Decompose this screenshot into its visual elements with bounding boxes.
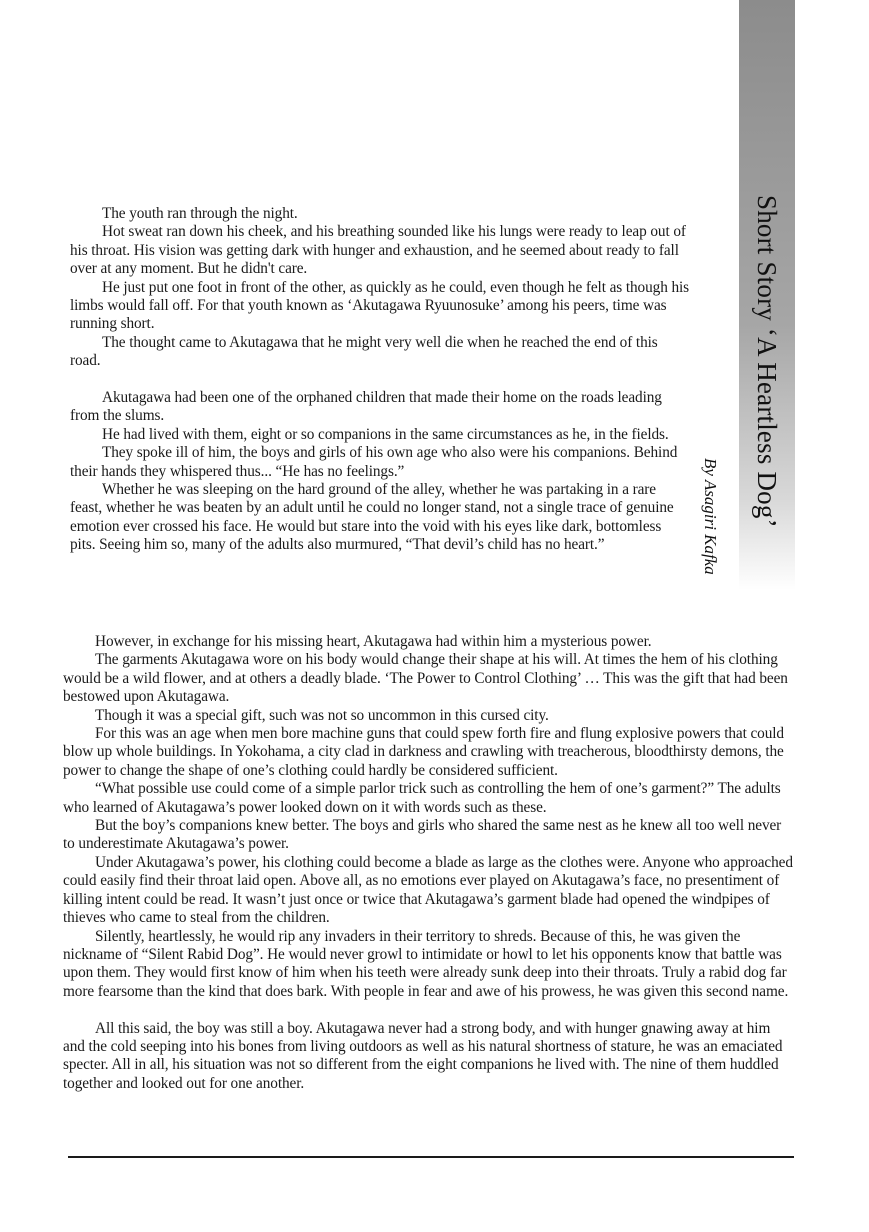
paragraph: Hot sweat ran down his cheek, and his breathing sounded like his lungs were ready to leap out of his throat. His vision was getting dark with hunger and exhaustion, and he seemed about ready to fall over at any moment. But he didn't care.	[70, 223, 686, 278]
paragraph: Akutagawa had been one of the orphaned children that made their home on the roads leading from the slums.	[70, 389, 662, 425]
paragraph: The garments Akutagawa wore on his body would change their shape at his will. At times the hem of his clothing would be a wild flower, and at others a deadly blade. ‘The Power to Control Clothing’ … This was the gift that had been bestowed upon Akutagawa.	[63, 651, 788, 706]
paragraph-gap	[70, 371, 690, 389]
paragraph: Whether he was sleeping on the hard ground of the alley, whether he was partaking in a rare feast, whether he was beaten by an adult until he could no longer stand, not a single trace of genuine emotion ever crossed his face. He would but stare into the void with his eyes like dark, bottomless pits. Seeing him so, many of the adults also murmured, “That devil’s child has no heart.”	[70, 481, 674, 554]
paragraph: The thought came to Akutagawa that he might very well die when he reached the end of this road.	[70, 333, 658, 370]
paragraph: But the boy’s companions knew better. The boys and girls who shared the same nest as he knew all too well never to underestimate Akutagawa’s power.	[63, 817, 782, 853]
paragraph: All this said, the boy was still a boy. Akutagawa never had a strong body, and with hunger gnawing away at him and the cold seeping into his bones from living outdoors as well as his natural shortness of stature, he was an emaciated specter. All in all, his situation was not so different from the eight companions he lived with. The nine of them huddled together and looked out for one another.	[63, 1019, 783, 1092]
paragraph: They spoke ill of him, the boys and girls of his own age who also were his companions. Behind their hands they whispered thus... “He has no feelings.”	[70, 444, 678, 480]
story-title: Short Story ‘A Heartless Dog’	[752, 195, 782, 528]
paragraph: The youth ran through the night.	[102, 205, 298, 222]
paragraph: However, in exchange for his missing heart, Akutagawa had within him a mysterious power.	[95, 633, 652, 650]
bottom-rule	[68, 1156, 794, 1158]
paragraph: For this was an age when men bore machine guns that could spew forth fire and flung explosive powers that could blow up whole buildings. In Yokohama, a city clad in darkness and crawling with treacherous, bloodthirsty demons, the power to change the shape of one’s clothing could hardly be considered sufficient.	[63, 725, 784, 779]
paragraph: Under Akutagawa’s power, his clothing could become a blade as large as the clothes were. Anyone who approached could easily find their throat laid open. Above all, as no emotions ever played on Akutagawa’s face, no presentiment of killing intent could be read. It wasn’t just once or twice that Akutagawa’s garment blade had opened the windpipes of thieves who came to steal from the children.	[63, 853, 793, 927]
paragraph-gap	[63, 1001, 793, 1019]
story-section-2	[63, 633, 793, 1093]
paragraph: Silently, heartlessly, he would rip any invaders in their territory to shreds. Because of this, he was given the nickname of “Silent Rabid Dog”. He would never growl to intimidate or howl to let his opponents know that battle was upon them. They would first know of him when his teeth were already sunk deep into their throats. Truly a rabid dog far more fearsome than the kind that does bark. With people in fear and awe of his prowess, he was given this second name.	[63, 927, 789, 1000]
paragraph: Though it was a special gift, such was not so uncommon in this cursed city.	[95, 706, 549, 724]
story-section-1	[70, 205, 690, 555]
story-author: By Asagiri Kafka	[701, 458, 720, 575]
paragraph: He just put one foot in front of the other, as quickly as he could, even though he felt as though his limbs would fall off. For that youth known as ‘Akutagawa Ryuunosuke’ among his peers, time was running short.	[70, 278, 690, 333]
paragraph: He had lived with them, eight or so companions in the same circumstances as he, in the fields.	[102, 425, 669, 443]
paragraph: “What possible use could come of a simple parlor trick such as controlling the hem of one’s garment?” The adults who learned of Akutagawa’s power looked down on it with words such as these.	[63, 780, 781, 816]
